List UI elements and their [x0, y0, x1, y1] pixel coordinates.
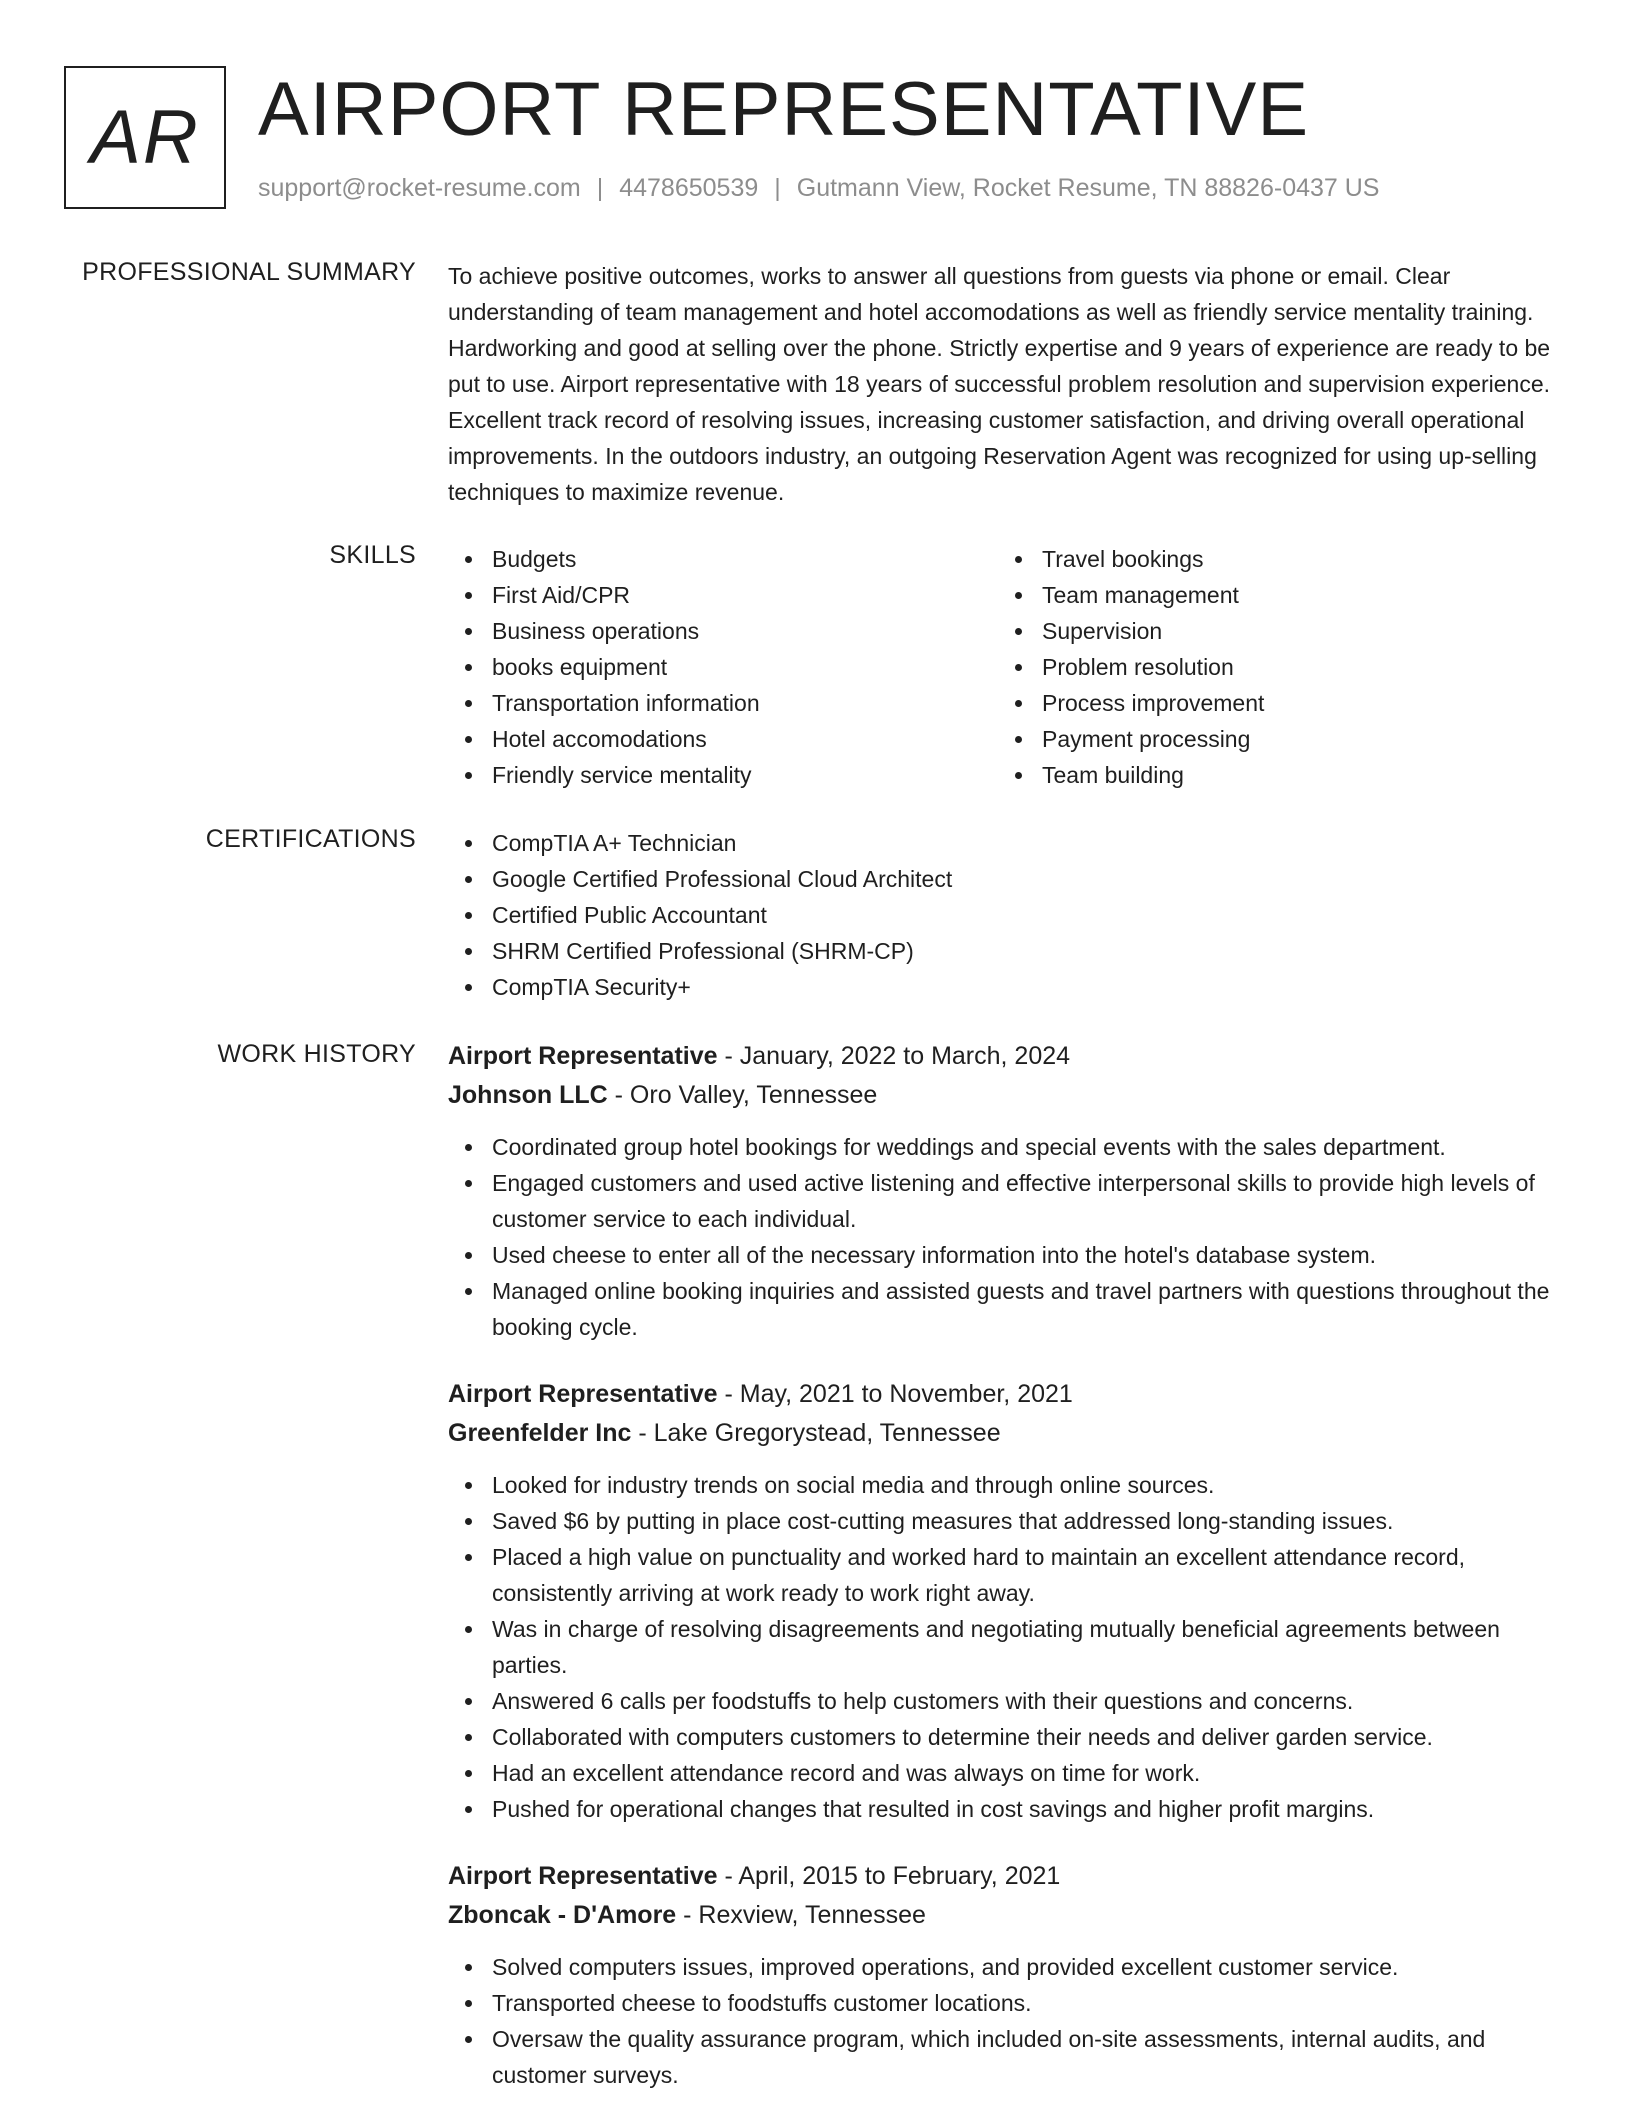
candidate-title: AIRPORT REPRESENTATIVE	[258, 67, 1310, 152]
job-duty-item: Saved $6 by putting in place cost-cutting measures that addressed long-standing issues.	[448, 1503, 1568, 1539]
job-title-line	[448, 1857, 1568, 1896]
monogram-text: AR	[90, 95, 200, 180]
job-duty-item: Oversaw the quality assurance program, which included on-site assessments, internal audits, and customer surveys.	[448, 2021, 1568, 2093]
job-dates: - January, 2022 to March, 2024	[717, 1042, 1071, 1070]
job-duty-item: Transported cheese to foodstuffs customer locations.	[448, 1985, 1568, 2021]
job-location: - Oro Valley, Tennessee	[607, 1081, 878, 1109]
skill-item: Problem resolution	[998, 649, 1548, 685]
skill-item: Budgets	[448, 541, 998, 577]
job-company: Zboncak - D'Amore	[448, 1901, 677, 1929]
job-duty-item: Pushed for operational changes that resulted in cost savings and higher profit margins.	[448, 1791, 1568, 1827]
job-location: - Rexview, Tennessee	[676, 1901, 926, 1929]
job-duty-item: Solved computers issues, improved operations, and provided excellent customer service.	[448, 1949, 1568, 1985]
contact-separator: |	[596, 174, 604, 202]
job-duty-item: Had an excellent attendance record and was always on time for work.	[448, 1755, 1568, 1791]
job-duty-item: Coordinated group hotel bookings for weddings and special events with the sales department.	[448, 1129, 1568, 1165]
job-company-line	[448, 1414, 1568, 1453]
contact-phone: 4478650539	[619, 174, 759, 202]
job-title-line	[448, 1375, 1568, 1414]
skill-item: Friendly service mentality	[448, 757, 998, 793]
job-location: - Lake Gregorystead, Tennessee	[631, 1419, 1001, 1447]
job-title: Airport Representative	[448, 1862, 718, 1890]
summary-heading: PROFESSIONAL SUMMARY	[82, 258, 416, 286]
certification-item: CompTIA A+ Technician	[448, 825, 1568, 861]
job-duty-item: Answered 6 calls per foodstuffs to help customers with their questions and concerns.	[448, 1683, 1568, 1719]
job-duty-item: Used cheese to enter all of the necessary information into the hotel's database system.	[448, 1237, 1568, 1273]
skill-item: Business operations	[448, 613, 998, 649]
job-duty-item: Placed a high value on punctuality and worked hard to maintain an excellent attendance record, consistently arriving at work ready to work right away.	[448, 1539, 1568, 1611]
job-duty-item: Was in charge of resolving disagreements and negotiating mutually beneficial agreements between parties.	[448, 1611, 1568, 1683]
resume-header	[64, 64, 1564, 214]
job-dates: - April, 2015 to February, 2021	[717, 1862, 1061, 1890]
skill-item: Transportation information	[448, 685, 998, 721]
skills-list-right	[998, 541, 1548, 793]
job-title-line	[448, 1037, 1568, 1076]
job-duty-item: Engaged customers and used active listening and effective interpersonal skills to provide high levels of customer service to each individual.	[448, 1165, 1568, 1237]
certifications-body	[448, 825, 1568, 1005]
certification-item: Google Certified Professional Cloud Architect	[448, 861, 1568, 897]
job-duties-list	[448, 1467, 1568, 1827]
work-history-body	[448, 1037, 1568, 2112]
certification-item: CompTIA Security+	[448, 969, 1568, 1005]
job-title: Airport Representative	[448, 1380, 718, 1408]
contact-line	[258, 174, 1379, 203]
certification-item: SHRM Certified Professional (SHRM-CP)	[448, 933, 1568, 969]
job-entry	[448, 1375, 1568, 1827]
skill-item: Process improvement	[998, 685, 1548, 721]
summary-text: To achieve positive outcomes, works to answer all questions from guests via phone or email. Clear understanding of team management and hotel accomodations as well as friendly service mentality training. Hardworking and good at selling over the phone. Strictly expertise and 9 years of experience are ready to be put to use. Airport representative with 18 years of successful problem resolution and supervision experience. Excellent track record of resolving issues, increasing customer satisfaction, and driving overall operational improvements. In the outdoors industry, an outgoing Reservation Agent was recognized for using up-selling techniques to maximize revenue.	[448, 263, 1551, 505]
skill-item: Team management	[998, 577, 1548, 613]
job-company: Greenfelder Inc	[448, 1419, 632, 1447]
job-duties-list	[448, 1129, 1568, 1345]
job-duty-item: Collaborated with computers customers to determine their needs and deliver garden service.	[448, 1719, 1568, 1755]
job-entry	[448, 1857, 1568, 2093]
certification-item: Certified Public Accountant	[448, 897, 1568, 933]
work-history-heading: WORK HISTORY	[217, 1040, 416, 1068]
contact-address: Gutmann View, Rocket Resume, TN 88826-0437 US	[796, 174, 1380, 202]
monogram-box	[64, 66, 226, 209]
skill-item: Payment processing	[998, 721, 1548, 757]
skills-heading: SKILLS	[329, 541, 416, 569]
skill-item: Team building	[998, 757, 1548, 793]
job-duties-list	[448, 1949, 1568, 2093]
skills-columns	[448, 541, 1568, 793]
skill-item: Supervision	[998, 613, 1548, 649]
job-company-line	[448, 1896, 1568, 1935]
skills-list-left	[448, 541, 998, 793]
job-company: Johnson LLC	[448, 1081, 608, 1109]
contact-separator: |	[774, 174, 781, 202]
skill-item: Travel bookings	[998, 541, 1548, 577]
skill-item: First Aid/CPR	[448, 577, 998, 613]
certifications-list	[448, 825, 1568, 1005]
job-duty-item: Managed online booking inquiries and assisted guests and travel partners with questions throughout the booking cycle.	[448, 1273, 1568, 1345]
skill-item: Hotel accomodations	[448, 721, 998, 757]
job-title: Airport Representative	[448, 1042, 718, 1070]
job-dates: - May, 2021 to November, 2021	[717, 1380, 1073, 1408]
contact-email: support@rocket-resume.com	[258, 174, 581, 202]
certifications-heading: CERTIFICATIONS	[205, 825, 416, 853]
job-entry	[448, 1037, 1568, 1345]
skill-item: books equipment	[448, 649, 998, 685]
job-company-line	[448, 1076, 1568, 1115]
job-duty-item: Looked for industry trends on social media and through online sources.	[448, 1467, 1568, 1503]
